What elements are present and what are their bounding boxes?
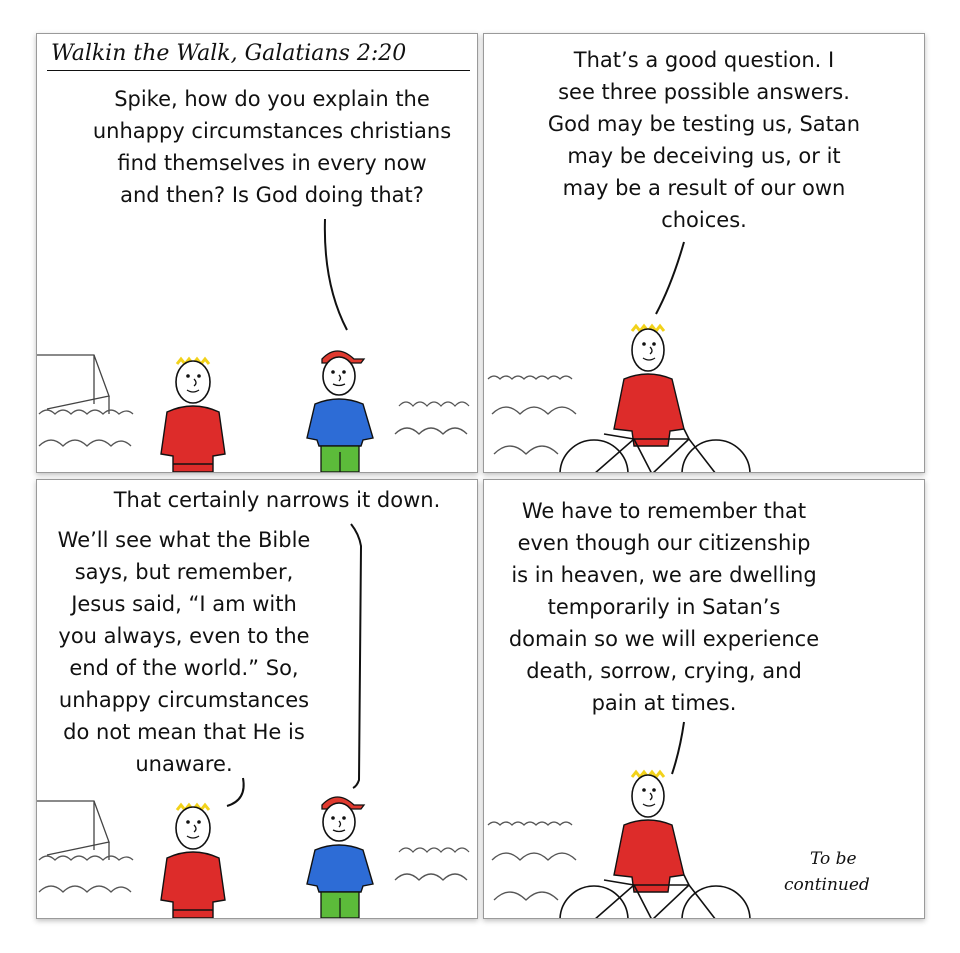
speech-line: That certainly narrows it down. <box>113 488 441 512</box>
speech-line: find themselves in every now <box>117 151 427 175</box>
bushes-left <box>488 822 572 825</box>
speech-tail <box>672 722 684 774</box>
bushes-right-low <box>395 874 467 880</box>
speech-line: may be a result of our own <box>562 176 846 200</box>
speech-line: even though our citizenship <box>517 531 811 555</box>
bushes-right <box>399 402 469 406</box>
bushes-left-low <box>492 407 576 414</box>
bushes-left-bottom <box>494 446 558 454</box>
speech-line: see three possible answers. <box>558 80 850 104</box>
speech-line: unhappy circumstances <box>58 688 310 712</box>
speech-line: death, sorrow, crying, and <box>526 659 802 683</box>
bushes-right-low <box>395 428 467 434</box>
speech-line: pain at times. <box>591 691 737 715</box>
speech-line: says, but remember, <box>74 560 294 584</box>
scene-drawing <box>484 480 924 918</box>
speech-line: domain so we will experience <box>508 627 820 651</box>
speech-tail <box>325 219 347 330</box>
speech-line: is in heaven, we are dwelling <box>511 563 817 587</box>
speech-line: temporarily in Satan’s <box>547 595 781 619</box>
speech-line: Jesus said, “I am with <box>71 592 297 616</box>
speech-line: unaware. <box>135 752 233 776</box>
bushes-left-low <box>492 853 576 860</box>
speech-line: We’ll see what the Bible <box>57 528 311 552</box>
speech-line: Spike, how do you explain the <box>114 87 430 111</box>
bushes-left <box>39 856 133 860</box>
speech-line: end of the world.” So, <box>69 656 299 680</box>
comic-panel-4 <box>483 479 925 919</box>
speech-line: may be deceiving us, or it <box>567 144 841 168</box>
note-line: continued <box>784 875 870 895</box>
speech-line: do not mean that He is <box>63 720 305 744</box>
house-sketch <box>37 355 109 414</box>
scene-drawing <box>37 480 477 918</box>
speech-line: That’s a good question. I <box>573 48 835 72</box>
character-blue-shirt <box>307 797 373 918</box>
speech-tail <box>656 242 684 314</box>
character-on-bicycle <box>614 772 684 892</box>
character-blue-shirt <box>307 351 373 472</box>
speech-tail <box>227 778 244 806</box>
comic-panel-2 <box>483 33 925 473</box>
speech-line: God may be testing us, Satan <box>547 112 861 136</box>
bushes-left-low <box>39 440 131 446</box>
character-on-bicycle <box>614 326 684 446</box>
note-line: To be <box>810 849 857 869</box>
speech-line: We have to remember that <box>521 499 807 523</box>
speech-tail <box>351 524 361 788</box>
speech-line: and then? Is God doing that? <box>120 183 424 207</box>
bushes-left-bottom <box>494 892 558 900</box>
character-red-shirt <box>161 359 225 472</box>
bushes-left <box>488 376 572 379</box>
scene-drawing <box>37 34 477 472</box>
house-sketch <box>37 801 109 860</box>
scene-drawing <box>484 34 924 472</box>
speech-line: you always, even to the <box>58 624 310 648</box>
bushes-left <box>39 410 133 414</box>
comic-title: Walkin the Walk, Galatians 2:20 <box>51 41 407 66</box>
comic-panel-1 <box>36 33 478 473</box>
bushes-left-low <box>39 886 131 892</box>
bushes-right <box>399 848 469 852</box>
speech-line: unhappy circumstances christians <box>92 119 452 143</box>
character-red-shirt <box>161 805 225 918</box>
comic-panel-3 <box>36 479 478 919</box>
speech-line: choices. <box>661 208 747 232</box>
